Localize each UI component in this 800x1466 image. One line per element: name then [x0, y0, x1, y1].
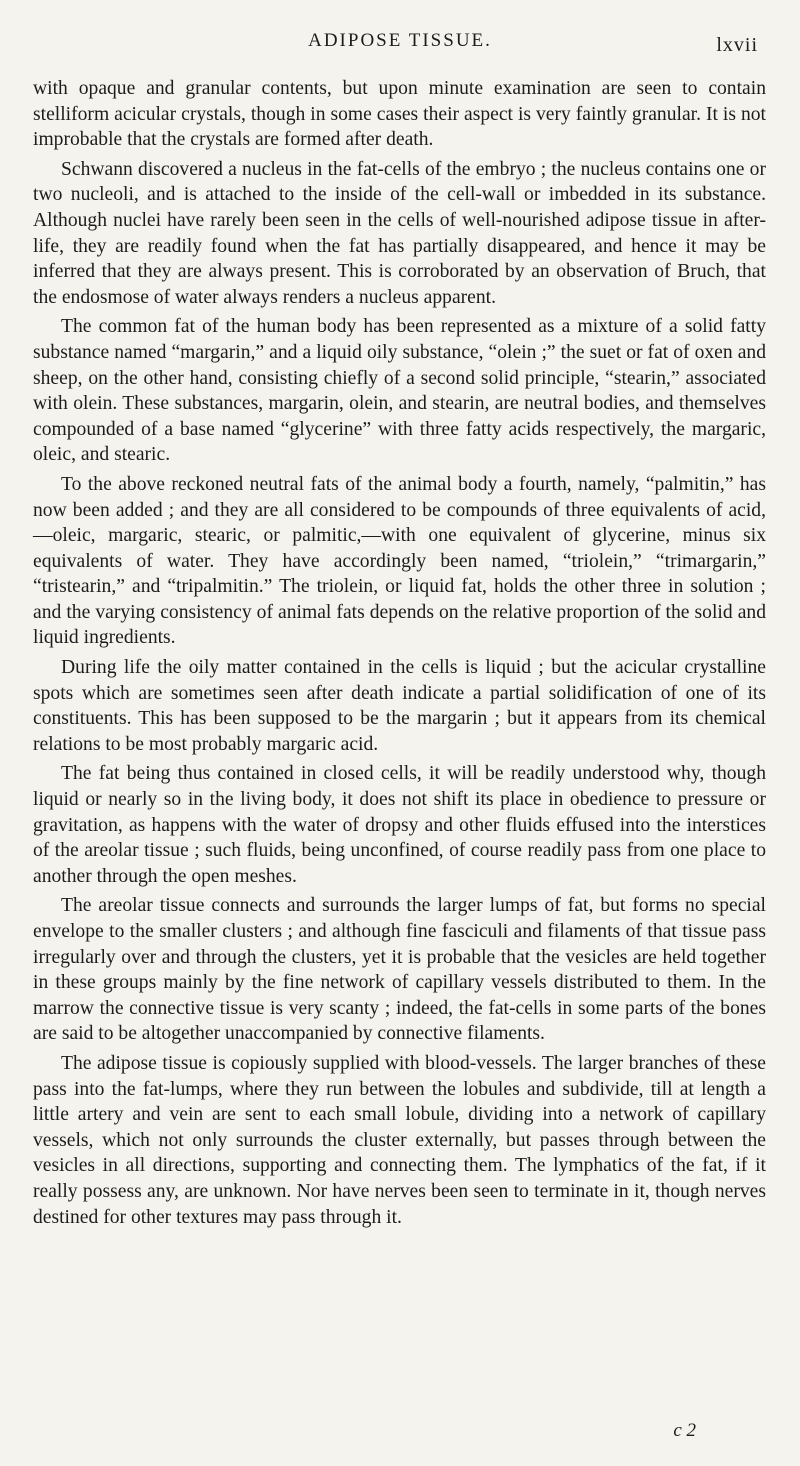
paragraph-palmitin: To the above reckoned neutral fats of the animal body a fourth, namely, “palmitin,” has now been added ; and they are all considered to be compounds of three equivalents of acid,—oleic, margaric, stearic, or palmitic,—with one equivalent of glycerine, minus six equivalents of water. They have accordingly been named, “triolein,” “trimargarin,” “tristearin,” and “tripalmitin.” The triolein, or liquid fat, holds the other three in solution ; and the varying consistency of animal fats depends on the relative proportion of the solid and liquid ingredients.	[33, 473, 766, 649]
paragraph-continued: with opaque and granular contents, but upon minute examination are seen to contain stelliform acicular crystals, though in some cases their aspect is very faintly granular. It is not improbable that the crystals are formed after death.	[33, 78, 766, 151]
paragraph-common-fat: The common fat of the human body has been represented as a mixture of a solid fatty substance named “margarin,” and a liquid oily substance, “olein ;” the suet or fat of oxen and sheep, on the other hand, consisting chiefly of a second solid principle, “stearin,” associated with olein. These substances, margarin, olein, and stearin, are neutral bodies, and themselves compounded of a base named “glycerine” with three fatty acids respectively, the margaric, oleic, and stearic.	[33, 316, 766, 466]
paragraph-blood-vessels: The adipose tissue is copiously supplied with blood-vessels. The larger branches of these pass into the fat-lumps, where they run between the lobules and subdivide, till at length a little artery and vein are sent to each small lobule, dividing into a network of capillary vessels, which not only surrounds the cluster externally, but passes through between the vesicles in all directions, supporting and connecting them. The lymphatics of the fat, if it really possess any, are unknown. Nor have nerves been seen to terminate in it, though nerves destined for other textures may pass through it.	[33, 1052, 766, 1228]
paragraph-areolar-tissue: The areolar tissue connects and surrounds the larger lumps of fat, but forms no special envelope to the smaller clusters ; and although fine fasciculi and filaments of that tissue pass irregularly over and through the clusters, yet it is probable that the vesicles are held together in these groups mainly by the fine network of capillary vessels distributed to them. In the marrow the connective tissue is very scanty ; indeed, the fat-cells in some parts of the bones are said to be altogether unaccompanied by connective filaments.	[33, 895, 766, 1045]
paragraph-closed-cells: The fat being thus contained in closed cells, it will be readily understood why, though liquid or nearly so in the living body, it does not shift its place in obedience to pressure or gravitation, as happens with the water of dropsy and other fluids effused into the interstices of the areolar tissue ; such fluids, being unconfined, of course readily pass from one place to another through the open meshes.	[33, 763, 766, 887]
signature-mark: c 2	[673, 1420, 696, 1441]
body-text	[33, 76, 766, 1234]
running-title: ADIPOSE TISSUE.	[308, 30, 492, 51]
paragraph-schwann-nucleus: Schwann discovered a nucleus in the fat-cells of the embryo ; the nucleus contains one or two nucleoli, and is attached to the inside of the cell-wall or imbedded in its substance. Although nuclei have rarely been seen in the cells of well-nourished adipose tissue in after-life, they are readily found when the fat has partially disappeared, and hence it may be inferred that they are always present. This is corroborated by an observation of Bruch, that the endosmose of water always renders a nucleus apparent.	[33, 158, 766, 308]
running-head	[0, 30, 800, 60]
page-number: lxvii	[716, 34, 758, 56]
paragraph-oily-matter: During life the oily matter contained in the cells is liquid ; but the acicular crystalline spots which are sometimes seen after death indicate a partial solidification of one of its constituents. This has been supposed to be the margarin ; but it appears from its chemical relations to be most probably margaric acid.	[33, 657, 766, 755]
